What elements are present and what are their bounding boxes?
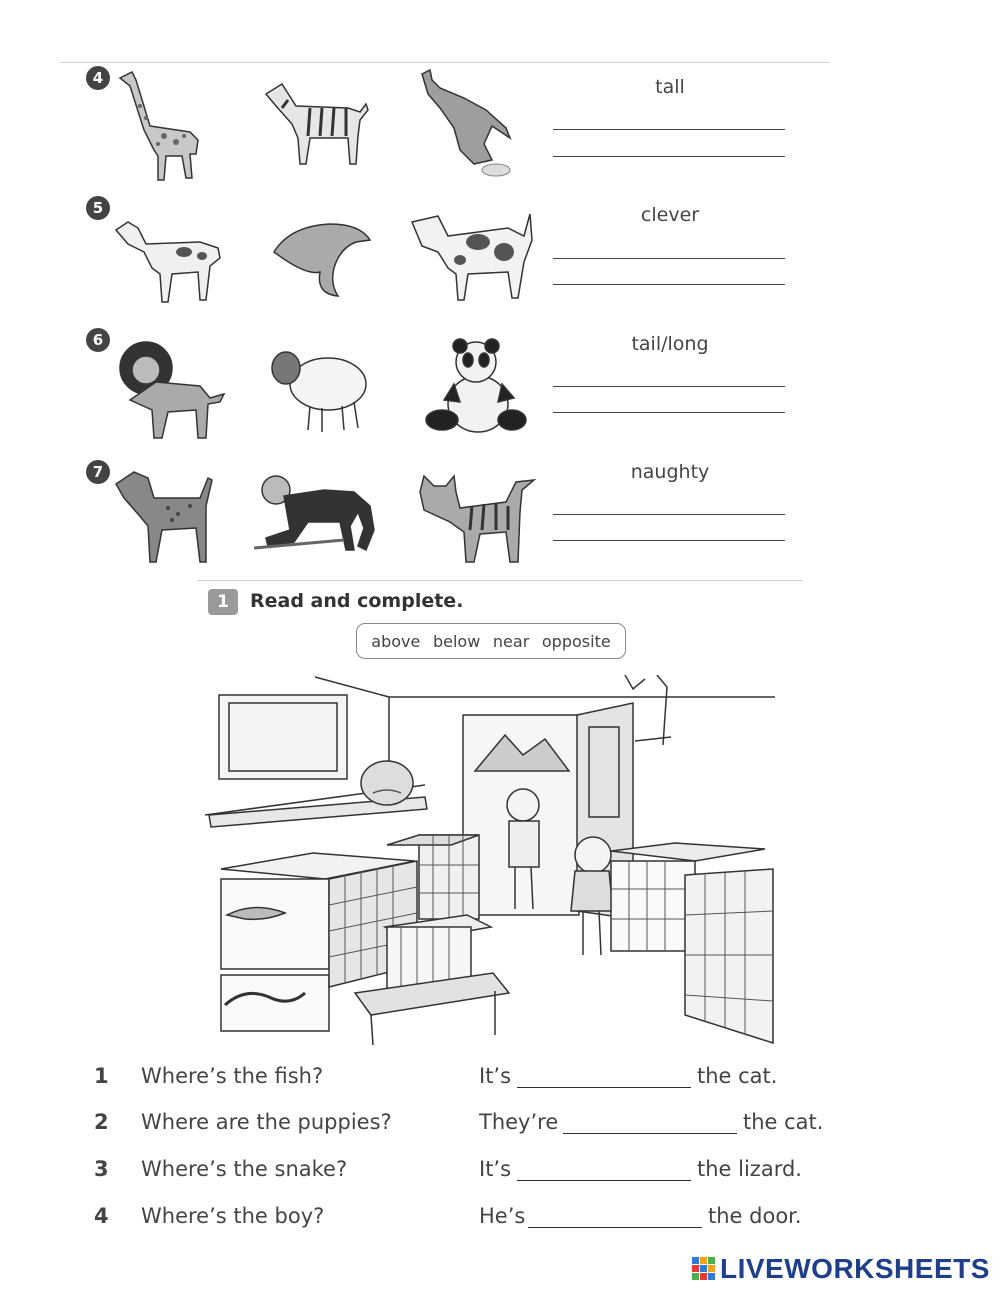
kangaroo-image	[414, 68, 514, 180]
dolphin-image	[270, 212, 374, 300]
answer-prefix: They’re	[479, 1110, 559, 1134]
answer-line[interactable]	[553, 412, 785, 413]
adjective-label: tall	[655, 76, 685, 98]
row-number-badge: 7	[86, 460, 110, 484]
answer-prefix: He’s	[479, 1204, 526, 1228]
answer-suffix: the cat.	[697, 1064, 778, 1088]
answer-line[interactable]	[553, 284, 785, 285]
dog-image	[108, 464, 222, 564]
answer-line[interactable]	[553, 258, 785, 259]
answer-line[interactable]	[553, 540, 785, 541]
answer-blank[interactable]	[517, 1087, 691, 1088]
answer-line[interactable]	[553, 514, 785, 515]
question-row	[0, 1157, 1000, 1191]
question-text: Where are the puppies?	[141, 1110, 392, 1134]
adjective-label: clever	[640, 204, 700, 226]
question-text: Where’s the fish?	[141, 1064, 324, 1088]
cow-image	[408, 206, 538, 304]
word-bank	[356, 623, 626, 659]
answer-blank[interactable]	[517, 1180, 691, 1181]
logo-grid-icon	[692, 1257, 716, 1281]
giraffe-image	[110, 66, 210, 184]
row-number-badge: 6	[86, 328, 110, 352]
word-bank-item: near	[492, 631, 530, 651]
question-number: 3	[94, 1157, 109, 1181]
lion-image	[116, 338, 226, 442]
word-bank-item: below	[432, 631, 481, 651]
question-row	[0, 1204, 1000, 1238]
monkey-image	[254, 470, 382, 558]
answer-suffix: the lizard.	[697, 1157, 802, 1181]
zebra-image	[262, 80, 374, 170]
question-row	[0, 1110, 1000, 1144]
answer-suffix: the door.	[708, 1204, 802, 1228]
row-number-badge: 4	[86, 66, 110, 90]
sheep-image	[266, 342, 370, 434]
question-number: 1	[94, 1064, 109, 1088]
exercise-title: Read and complete.	[250, 590, 464, 612]
cat-image	[410, 472, 536, 564]
panda-image	[424, 338, 528, 438]
pet-shop-illustration	[205, 675, 780, 1051]
answer-line[interactable]	[553, 156, 785, 157]
section-divider	[198, 580, 802, 581]
answer-prefix: It’s	[479, 1157, 512, 1181]
answer-prefix: It’s	[479, 1064, 512, 1088]
word-bank-item: opposite	[541, 631, 611, 651]
answer-blank[interactable]	[563, 1133, 737, 1134]
answer-line[interactable]	[553, 129, 785, 130]
question-number: 4	[94, 1204, 109, 1228]
liveworksheets-logo[interactable]	[692, 1254, 990, 1284]
adjective-label: tail/long	[631, 333, 709, 355]
question-number: 2	[94, 1110, 109, 1134]
question-text: Where’s the boy?	[141, 1204, 325, 1228]
top-divider	[60, 62, 830, 63]
answer-line[interactable]	[553, 386, 785, 387]
logo-text: LIVEWORKSHEETS	[720, 1253, 990, 1284]
question-row	[0, 1064, 1000, 1098]
row-number-badge: 5	[86, 196, 110, 220]
exercise-number-badge: 1	[208, 589, 238, 615]
adjective-label: naughty	[630, 461, 710, 483]
question-text: Where’s the snake?	[141, 1157, 348, 1181]
goat-image	[110, 208, 228, 308]
answer-blank[interactable]	[528, 1227, 702, 1228]
answer-suffix: the cat.	[743, 1110, 824, 1134]
word-bank-item: above	[371, 631, 421, 651]
